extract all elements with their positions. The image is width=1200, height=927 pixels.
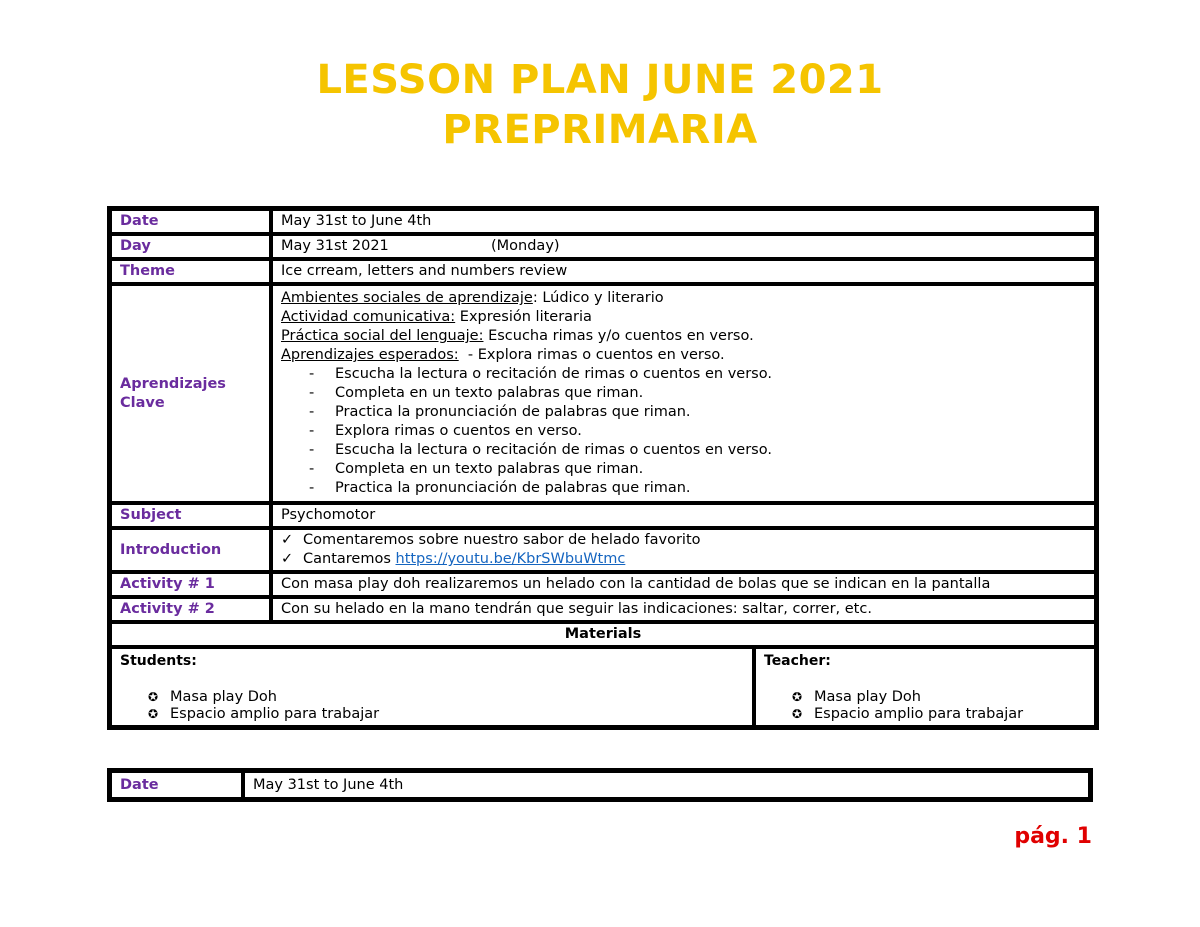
ambientes-label: Ambientes sociales de aprendizaje — [281, 290, 533, 306]
day-value: May 31st 2021 — [281, 238, 389, 254]
materials-header: Materials — [110, 622, 1096, 647]
row-materials-header — [110, 622, 1096, 647]
row-materials — [110, 647, 1096, 727]
list-item — [281, 531, 1086, 550]
date-table-2 — [107, 768, 1093, 802]
list-item: - Completa en un texto palabras que riman. — [309, 460, 1086, 479]
students-item-1: Masa play Doh — [170, 689, 277, 705]
list-item — [792, 706, 1086, 723]
star-bullet-icon: ✪ — [148, 707, 159, 721]
esperados-value: - Explora rimas o cuentos en verso. — [458, 347, 725, 363]
teacher-title: Teacher: — [764, 653, 831, 669]
date-value: May 31st to June 4th — [271, 209, 1096, 234]
actividad-label: Actividad comunicativa: — [281, 309, 456, 325]
esperados-line — [281, 346, 1086, 365]
intro-item-1: Comentaremos sobre nuestro sabor de helado favorito — [303, 532, 701, 548]
practica-label: Práctica social del lenguaje: — [281, 328, 484, 344]
aprendizajes-label — [110, 284, 271, 503]
date2-value: May 31st to June 4th — [243, 771, 1090, 799]
list-item — [148, 689, 744, 706]
star-bullet-icon: ✪ — [792, 707, 803, 721]
day-label: Day — [110, 234, 271, 259]
aprendizajes-value — [271, 284, 1096, 503]
introduction-list — [281, 531, 1086, 569]
esperados-label: Aprendizajes esperados: — [281, 347, 459, 363]
list-item — [148, 706, 744, 723]
materials-students — [110, 647, 754, 727]
check-icon: ✓ — [281, 532, 294, 548]
row-date-2 — [110, 771, 1090, 799]
activity1-label: Activity # 1 — [110, 572, 271, 597]
row-date — [110, 209, 1096, 234]
list-item: - Practica la pronunciación de palabras que riman. — [309, 403, 1086, 422]
teacher-item-2: Espacio amplio para trabajar — [814, 706, 1024, 722]
aprendizajes-label-line2: Clave — [120, 394, 165, 411]
row-introduction — [110, 528, 1096, 572]
lesson-plan-table — [107, 206, 1099, 730]
list-item: - Practica la pronunciación de palabras que riman. — [309, 479, 1086, 498]
title-line-2: PREPRIMARIA — [442, 107, 758, 153]
ambientes-value: : Lúdico y literario — [532, 290, 664, 306]
list-item: - Completa en un texto palabras que riman. — [309, 384, 1086, 403]
aprendizajes-label-line1: Aprendizajes — [120, 375, 226, 392]
row-day — [110, 234, 1096, 259]
list-item: - Escucha la lectura o recitación de rimas o cuentos en verso. — [309, 365, 1086, 384]
theme-value: Ice crream, letters and numbers review — [271, 259, 1096, 284]
actividad-value: Expresión literaria — [455, 309, 592, 325]
teacher-list — [764, 689, 1086, 723]
activity2-value: Con su helado en la mano tendrán que seguir las indicaciones: saltar, correr, etc. — [271, 597, 1096, 622]
row-activity-2 — [110, 597, 1096, 622]
students-title: Students: — [120, 653, 197, 669]
row-theme — [110, 259, 1096, 284]
row-aprendizajes — [110, 284, 1096, 503]
aprendizajes-list — [281, 365, 1086, 498]
theme-label: Theme — [110, 259, 271, 284]
list-item — [281, 550, 1086, 569]
document-title — [0, 55, 1200, 155]
subject-value: Psychomotor — [271, 503, 1096, 528]
subject-label: Subject — [110, 503, 271, 528]
star-bullet-icon: ✪ — [148, 690, 159, 704]
date-label: Date — [110, 209, 271, 234]
list-item — [792, 689, 1086, 706]
materials-teacher — [754, 647, 1096, 727]
students-list — [120, 689, 744, 723]
list-item: - Explora rimas o cuentos en verso. — [309, 422, 1086, 441]
intro-item-2: Cantaremos — [303, 551, 396, 567]
practica-line — [281, 327, 1086, 346]
introduction-label: Introduction — [110, 528, 271, 572]
introduction-value — [271, 528, 1096, 572]
activity1-value: Con masa play doh realizaremos un helado con la cantidad de bolas que se indican en la pantalla — [271, 572, 1096, 597]
day-weekday: (Monday) — [491, 238, 560, 254]
check-icon: ✓ — [281, 551, 294, 567]
title-line-1: LESSON PLAN JUNE 2021 — [316, 57, 884, 103]
row-activity-1 — [110, 572, 1096, 597]
ambientes-line — [281, 289, 1086, 308]
list-item: - Escucha la lectura o recitación de rimas o cuentos en verso. — [309, 441, 1086, 460]
practica-value: Escucha rimas y/o cuentos en verso. — [483, 328, 754, 344]
teacher-item-1: Masa play Doh — [814, 689, 921, 705]
page-number: pág. 1 — [1014, 824, 1092, 849]
star-bullet-icon: ✪ — [792, 690, 803, 704]
youtube-link[interactable]: https://youtu.be/KbrSWbuWtmc — [395, 551, 626, 567]
date2-label: Date — [110, 771, 243, 799]
students-item-2: Espacio amplio para trabajar — [170, 706, 380, 722]
activity2-label: Activity # 2 — [110, 597, 271, 622]
row-subject — [110, 503, 1096, 528]
actividad-line — [281, 308, 1086, 327]
day-value-cell — [271, 234, 1096, 259]
